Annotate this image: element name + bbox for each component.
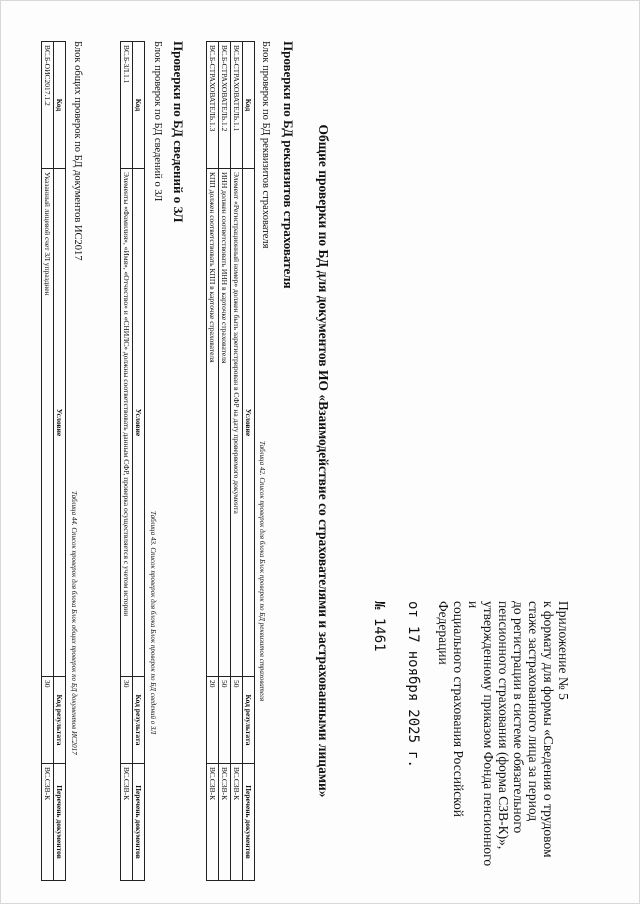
appendix-line: Приложение № 5 — [556, 601, 571, 700]
appendix-line: к формату для формы «Сведения о трудовом — [541, 601, 556, 858]
section-subheading: Блок проверок по БД сведений о ЗЛ — [152, 41, 163, 202]
table-header-row: Код Условие Код результата Перечень документов — [243, 42, 255, 881]
table-caption: Таблица 42. Список проверок для блока Блок проверок по БД реквизитов страхователя — [258, 441, 266, 702]
table-insurer-checks — [206, 41, 255, 881]
order-number: № 1461 — [371, 601, 387, 652]
rotated-content — [41, 41, 601, 881]
appendix-block — [436, 601, 571, 871]
appendix-line: стаже застрахованного лица за период — [526, 601, 541, 822]
table-person-checks — [120, 41, 145, 881]
table-header-row: Код Условие Код результата Перечень документов — [133, 42, 145, 881]
appendix-line: социального страхования Российской Федерации — [436, 601, 466, 818]
table-row: ВС.Б-СТРАХОВАТЕЛЬ.1.3 КПП должен соответствовать КПП в карточке страхователя 20 ВС.СЗВ-К — [207, 42, 219, 881]
table-is2017-checks — [41, 41, 66, 881]
section-heading: Проверки по БД реквизитов страхователя — [281, 41, 296, 289]
table-row: ВС.Б-СТРАХОВАТЕЛЬ.1.2 ИНН должен соответствовать ИНН в карточке страхователя 50 ВС.СЗВ-К — [219, 42, 231, 881]
table-caption: Таблица 43. Список проверок для блока Блок проверок по БД сведений о ЗЛ — [149, 511, 157, 735]
appendix-line: утвержденному приказом Фонда пенсионного и — [466, 601, 496, 867]
section-subheading: Блок общих проверок по БД документов ИС2017 — [72, 41, 83, 261]
table-row: ВС.Б-ЗЛ.1.1 Элементы «Фамилия», «Имя», «Отчество» и «СНИЛС» должны соответствовать данным СФР, проверка осуществляется с учетом истории 30 ВС.СЗВ-К — [121, 42, 133, 881]
table-header-row: Код Условие Код результата Перечень документов — [54, 42, 66, 881]
section-subheading: Блок проверок по БД реквизитов страхователя — [260, 41, 271, 249]
document-title: Общие проверки по БД для документов ИО «Взаимодействие со страхователями и застрахованными лицами» — [316, 124, 331, 798]
order-date: от17ноября2025г. — [405, 601, 421, 768]
appendix-line: до регистрации в системе обязательного — [511, 601, 526, 834]
table-caption: Таблица 44. Список проверок для блока Блок общих проверок по БД документов ИС2017 — [70, 491, 78, 755]
section-heading: Проверки по БД сведений о ЗЛ — [171, 41, 186, 223]
appendix-line: пенсионного страхования (форма СЗВ-К)», — [496, 601, 511, 850]
table-row: ВС.Б-ОИС2017.1.2 Указанный лицевой счет ЗЛ упразднен 30 ВС.СЗВ-К — [42, 42, 54, 881]
table-row: ВС.Б-СТРАХОВАТЕЛЬ.1.1 Элемент «Регистрационный номер» должен быть зарегистрирован в СФР на дату проверяемого документа 50 ВС.СЗВ-К — [231, 42, 243, 881]
